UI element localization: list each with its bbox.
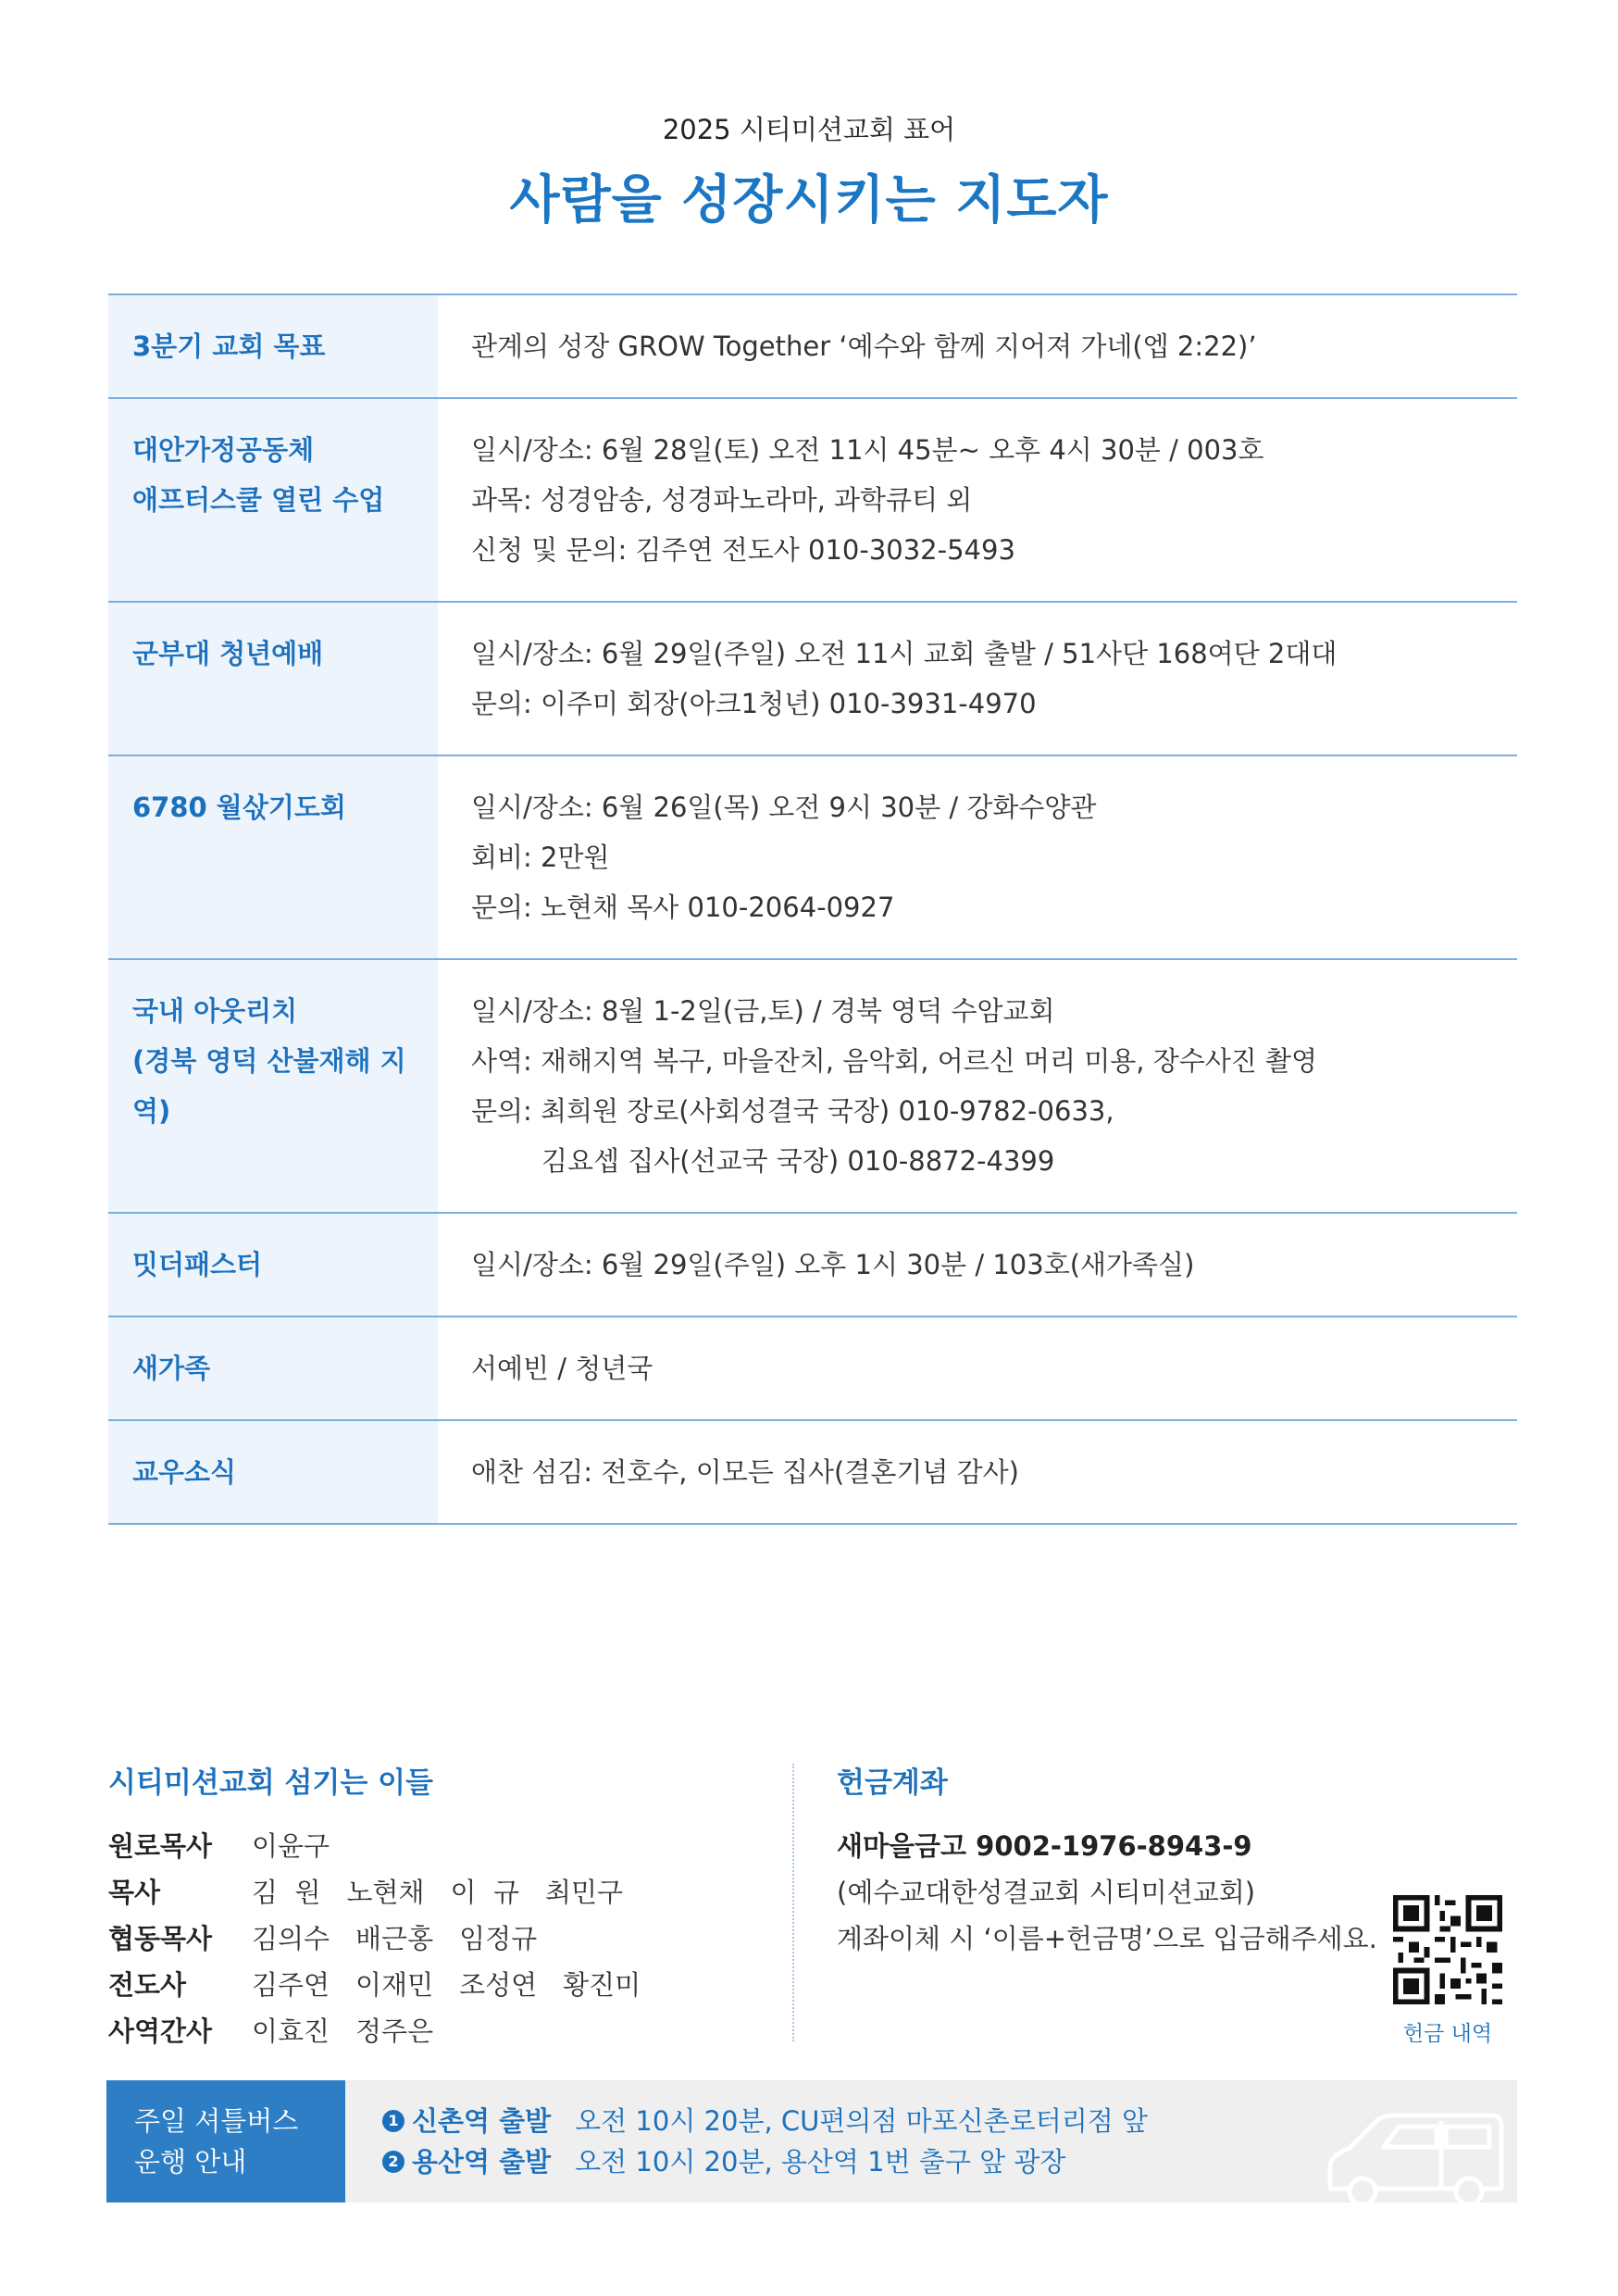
body-line: 김요셉 집사(선교국 국장) 010-8872-4399 <box>541 1145 1055 1177</box>
body-line: 일시/장소: 8월 1-2일(금,토) / 경북 영덕 수암교회 <box>471 995 1055 1027</box>
body-line: 일시/장소: 6월 29일(주일) 오전 11시 교회 출발 / 51사단 168여단 2대대 <box>471 638 1338 669</box>
row-label <box>108 1317 438 1419</box>
body-line: 과목: 성경암송, 성경파노라마, 과학큐티 외 <box>471 484 973 516</box>
van-icon <box>1321 2101 1506 2202</box>
staff-name: 최민구 <box>544 1877 624 1908</box>
staff-name: 이 규 <box>450 1877 519 1908</box>
row-label <box>108 960 438 1212</box>
row-body <box>438 960 1517 1212</box>
announcement-table <box>108 293 1517 1525</box>
staff-names <box>252 1869 649 1915</box>
staff-row <box>108 1869 756 1915</box>
bus-title <box>106 2080 345 2202</box>
table-row <box>108 295 1517 399</box>
row-body <box>438 399 1517 601</box>
staff-names <box>252 2008 459 2054</box>
offering-title: 헌금계좌 <box>837 1766 948 1800</box>
body-line: 일시/장소: 6월 28일(토) 오전 11시 45분~ 오후 4시 30분 / 003호 <box>471 434 1264 466</box>
staff-names <box>252 1962 666 2008</box>
staff-role: 목사 <box>108 1877 161 1908</box>
table-row <box>108 756 1517 960</box>
row-label <box>108 399 438 601</box>
staff-name: 이윤구 <box>252 1830 330 1862</box>
account-holder: (예수교대한성결교회 시티미션교회) <box>837 1877 1256 1908</box>
bus-title-line: 운행 안내 <box>134 2146 247 2177</box>
body-line: 일시/장소: 6월 26일(목) 오전 9시 30분 / 강화수양관 <box>471 792 1097 823</box>
staff-title: 시티미션교회 섬기는 이들 <box>108 1766 433 1800</box>
table-row <box>108 399 1517 603</box>
staff-role: 원로목사 <box>108 1830 213 1862</box>
row-label <box>108 1421 438 1523</box>
body-line: 신청 및 문의: 김주연 전도사 010-3032-5493 <box>471 534 1015 566</box>
staff-names <box>252 1823 355 1869</box>
staff-name: 김 원 <box>252 1877 321 1908</box>
body-line: 일시/장소: 6월 29일(주일) 오후 1시 30분 / 103호(새가족실) <box>471 1249 1195 1280</box>
page-subtitle: 2025 시티미션교회 표어 <box>662 114 956 145</box>
label-line: 새가족 <box>132 1353 211 1384</box>
bus-line <box>382 2101 1148 2141</box>
staff-row <box>108 1962 756 2008</box>
staff-role: 협동목사 <box>108 1923 213 1954</box>
staff-name: 이효진 <box>252 2015 330 2047</box>
bus-lines <box>345 2080 1148 2202</box>
staff-row <box>108 2008 756 2054</box>
number-badge: 1 <box>382 2110 404 2132</box>
row-body <box>438 295 1517 397</box>
staff-name: 임정규 <box>459 1923 538 1954</box>
label-line: 국내 아웃리치 <box>132 995 298 1027</box>
staff-row <box>108 1915 756 1962</box>
staff-name: 배근홍 <box>355 1923 434 1954</box>
staff-role: 사역간사 <box>108 2015 213 2047</box>
qr-label: 헌금 내역 <box>1402 2022 1493 2046</box>
staff-name: 이재민 <box>355 1969 434 2001</box>
shuttle-bus-banner <box>106 2080 1517 2202</box>
staff-name: 조성연 <box>459 1969 538 2001</box>
row-label <box>108 603 438 755</box>
bus-line <box>382 2141 1148 2182</box>
table-row <box>108 603 1517 756</box>
body-line: 문의: 이주미 회장(아크1청년) 010-3931-4970 <box>471 688 1037 719</box>
transfer-note: 계좌이체 시 ‘이름+헌금명’으로 입금해주세요. <box>837 1923 1377 1954</box>
body-line: 회비: 2만원 <box>471 842 610 873</box>
staff-names <box>252 1915 563 1962</box>
label-line: 대안가정공동체 <box>132 434 315 466</box>
bus-station: 신촌역 출발 <box>412 2105 552 2137</box>
staff-name: 황진미 <box>563 1969 641 2001</box>
label-line: 3분기 교회 목표 <box>132 331 326 362</box>
bus-detail: 오전 10시 20분, 용산역 1번 출구 앞 광장 <box>575 2146 1066 2177</box>
bus-detail: 오전 10시 20분, CU편의점 마포신촌로터리점 앞 <box>575 2105 1148 2137</box>
staff-name: 김의수 <box>252 1923 330 1954</box>
row-body <box>438 1317 1517 1419</box>
bank-account: 새마을금고 9002-1976-8943-9 <box>837 1830 1252 1862</box>
label-line: 밋더패스터 <box>132 1249 263 1280</box>
label-line: 교우소식 <box>132 1456 237 1488</box>
row-label <box>108 1214 438 1316</box>
staff-name: 김주연 <box>252 1969 330 2001</box>
table-row <box>108 1421 1517 1525</box>
row-body <box>438 1421 1517 1523</box>
row-label <box>108 295 438 397</box>
qr-code-icon[interactable] <box>1393 1895 1502 2004</box>
bus-title-line: 주일 셔틀버스 <box>134 2105 299 2137</box>
body-line: 애찬 섬김: 전호수, 이모든 집사(결혼기념 감사) <box>471 1456 1019 1488</box>
row-label <box>108 756 438 958</box>
body-line: 사역: 재해지역 복구, 마을잔치, 음악회, 어르신 머리 미용, 장수사진 촬영 <box>471 1045 1318 1077</box>
body-line: 문의: 노현채 목사 010-2064-0927 <box>471 892 895 923</box>
number-badge: 2 <box>382 2151 404 2173</box>
table-row <box>108 960 1517 1214</box>
staff-section <box>108 1759 756 2054</box>
staff-name: 정주은 <box>355 2015 434 2047</box>
bus-station: 용산역 출발 <box>412 2146 552 2177</box>
staff-name: 노현채 <box>346 1877 425 1908</box>
row-body <box>438 756 1517 958</box>
label-line: 애프터스쿨 열린 수업 <box>132 484 385 516</box>
body-line: 관계의 성장 GROW Together ‘예수와 함께 지어져 가네(엡 2:22)’ <box>471 331 1257 362</box>
staff-row <box>108 1823 756 1869</box>
body-line: 서예빈 / 청년국 <box>471 1353 653 1384</box>
label-line: 군부대 청년예배 <box>132 638 324 669</box>
label-line: (경북 영덕 산불재해 지역) <box>132 1045 406 1127</box>
row-body <box>438 603 1517 755</box>
label-line: 6780 월삯기도회 <box>132 792 346 823</box>
table-row <box>108 1317 1517 1421</box>
table-row <box>108 1214 1517 1317</box>
section-divider <box>792 1764 794 2041</box>
body-line: 문의: 최희원 장로(사회성결국 국장) 010-9782-0633, <box>471 1095 1114 1127</box>
page-title: 사람을 성장시키는 지도자 <box>509 170 1109 231</box>
staff-role: 전도사 <box>108 1969 187 2001</box>
row-body <box>438 1214 1517 1316</box>
